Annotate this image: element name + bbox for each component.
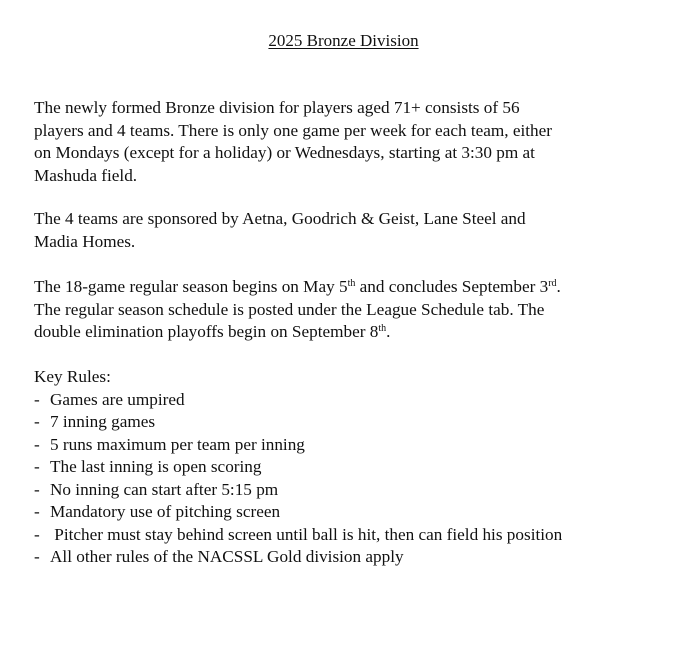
ordinal-suffix: th (347, 278, 356, 289)
rule-dash: - (34, 479, 40, 499)
season-line-2: The regular season schedule is posted under the League Schedule tab. The (34, 299, 545, 319)
rule-dash: - (34, 457, 40, 476)
rule-text: The last inning is open scoring (50, 457, 262, 476)
intro-line: on Mondays (except for a holiday) or Wednesdays, starting at 3:30 pm at (34, 143, 535, 162)
rule-dash: - (34, 524, 40, 544)
rule-dash: - (34, 412, 40, 431)
rule-text: All other rules of the NACSSL Gold division apply (50, 547, 404, 566)
rule-item (34, 479, 562, 502)
rule-item (34, 434, 562, 457)
rule-item (34, 456, 562, 479)
rules-list (34, 389, 562, 569)
sponsors-line: The 4 teams are sponsored by Aetna, Goodrich & Geist, Lane Steel and (34, 209, 526, 228)
rules-heading: Key Rules: (34, 367, 111, 386)
season-text: The 18-game regular season begins on May 5 (34, 277, 348, 296)
rule-item (34, 411, 562, 434)
sponsors-paragraph (34, 208, 674, 253)
intro-line: The newly formed Bronze division for players aged 71+ consists of 56 (34, 98, 520, 117)
rule-dash: - (34, 389, 40, 409)
season-paragraph (34, 276, 674, 344)
rule-text: 7 inning games (50, 412, 156, 431)
season-text: . (556, 277, 561, 296)
intro-line: players and 4 teams. There is only one game per week for each team, either (34, 120, 552, 140)
rule-item (34, 524, 562, 547)
intro-paragraph (34, 97, 674, 187)
sponsors-line: Madia Homes. (34, 231, 136, 251)
rule-text: No inning can start after 5:15 pm (50, 479, 279, 499)
season-line-3 (34, 321, 674, 344)
page-title: 2025 Bronze Division (268, 31, 419, 50)
season-text: . (386, 322, 391, 341)
season-text: double elimination playoffs begin on September 8 (34, 322, 379, 341)
rule-text: Games are umpired (50, 389, 185, 409)
rule-dash: - (34, 502, 40, 521)
rule-item (34, 389, 562, 412)
rule-dash: - (34, 547, 40, 566)
rule-text: Mandatory use of pitching screen (50, 502, 281, 521)
ordinal-suffix: rd (548, 278, 557, 289)
rule-item (34, 501, 562, 524)
rule-text: Pitcher must stay behind screen until ball is hit, then can field his position (50, 524, 563, 544)
intro-line: Mashuda field. (34, 165, 138, 185)
season-text: and concludes September 3 (355, 277, 549, 296)
rule-item (34, 546, 562, 569)
season-line-1 (34, 276, 674, 299)
rule-text: 5 runs maximum per team per inning (50, 434, 305, 454)
ordinal-suffix: th (378, 323, 387, 334)
rule-dash: - (34, 434, 40, 454)
